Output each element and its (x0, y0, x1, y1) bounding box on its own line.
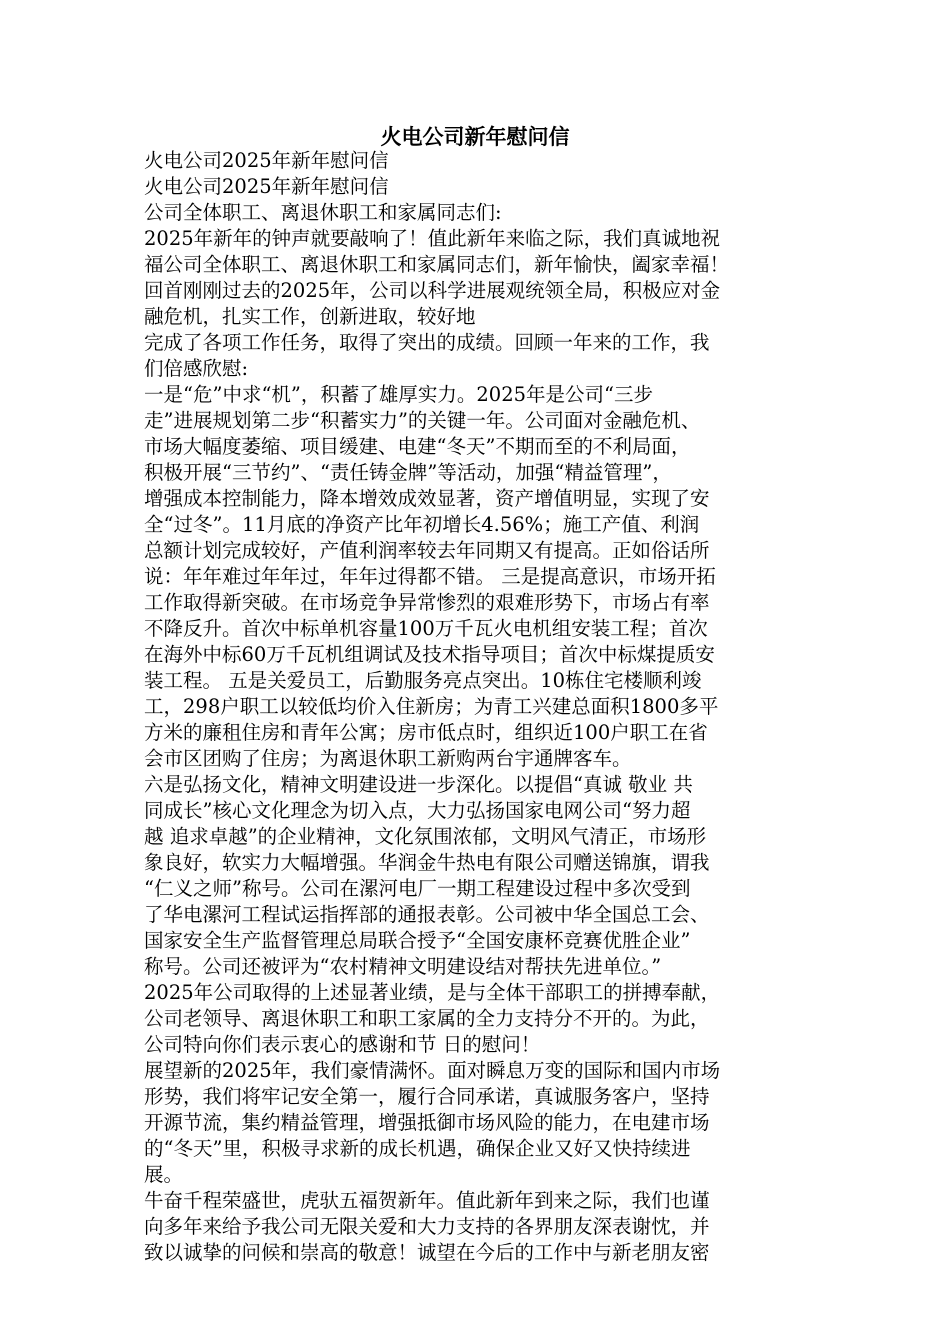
text-line: 向多年来给予我公司无限关爱和大力支持的各界朋友深表谢忱，并 (144, 1215, 710, 1238)
text-line: 牛奋千程荣盛世，虎驮五福贺新年。值此新年到来之际，我们也谨 (144, 1189, 710, 1212)
text-line: 六是弘扬文化，精神文明建设进一步深化。以提倡“真诚 敬业 共 (144, 773, 693, 796)
text-line: 的“冬天”里，积极寻求新的成长机遇，确保企业又好又快持续进 (144, 1137, 691, 1160)
text-line: 展望新的2025年，我们豪情满怀。面对瞬息万变的国际和国内市场 (144, 1059, 721, 1082)
text-line: 融危机，扎实工作，创新进取，较好地 (144, 305, 476, 328)
text-line: 工作取得新突破。在市场竞争异常惨烈的艰难形势下，市场占有率 (144, 591, 710, 614)
document-title: 火电公司新年慰问信 (380, 124, 570, 149)
text-line: 工，298户职工以较低均价入住新房；为青工兴建总面积1800多平 (144, 695, 719, 718)
text-line: 完成了各项工作任务，取得了突出的成绩。回顾一年来的工作，我 (144, 331, 710, 354)
text-line: 国家安全生产监督管理总局联合授予“全国安康杯竞赛优胜企业” (144, 929, 691, 952)
text-line: 2025年公司取得的上述显著业绩，是与全体干部职工的拼搏奉献， (144, 981, 721, 1004)
text-line: 火电公司2025年新年慰问信 (144, 175, 389, 198)
text-line: “仁义之师”称号。公司在漯河电厂一期工程建设过程中多次受到 (144, 877, 691, 900)
text-line: 形势，我们将牢记安全第一，履行合同承诺，真诚服务客户，坚持 (144, 1085, 710, 1108)
document-body (144, 148, 808, 1266)
text-line: 积极开展“三节约”、“责任铸金牌”等活动，加强“精益管理”， (144, 461, 672, 484)
text-line: 展。 (144, 1163, 184, 1186)
text-line: 全“过冬”。11月底的净资产比年初增长4.56%；施工产值、利润 (144, 513, 700, 536)
text-line: 火电公司2025年新年慰问信 (144, 149, 389, 172)
text-line: 公司特向你们表示衷心的感谢和节 日的慰问！ (144, 1033, 541, 1056)
text-line: 增强成本控制能力，降本增效成效显著，资产增值明显，实现了安 (144, 487, 710, 510)
text-line: 2025年新年的钟声就要敲响了！值此新年来临之际，我们真诚地祝 (144, 227, 721, 250)
text-line: 越 追求卓越”的企业精神，文化氛围浓郁，文明风气清正，市场形 (144, 825, 707, 848)
text-line: 回首刚刚过去的2025年，公司以科学进展观统领全局，积极应对金 (144, 279, 721, 302)
text-line: 开源节流，集约精益管理，增强抵御市场风险的能力，在电建市场 (144, 1111, 710, 1134)
text-line: 说：年年难过年年过，年年过得都不错。 三是提高意识，市场开拓 (144, 565, 716, 588)
text-line: 装工程。 五是关爱员工，后勤服务亮点突出。10栋住宅楼顺利竣 (144, 669, 702, 692)
text-line: 不降反升。首次中标单机容量100万千瓦火电机组安装工程；首次 (144, 617, 708, 640)
text-line: 象良好，软实力大幅增强。华润金牛热电有限公司赠送锦旗，谓我 (144, 851, 710, 874)
text-line: 方米的廉租住房和青年公寓；房市低点时，组织近100户职工在省 (144, 721, 708, 744)
text-line: 一是“危”中求“机”，积蓄了雄厚实力。2025年是公司“三步 (144, 383, 653, 406)
text-line: 市场大幅度萎缩、项目缓建、电建“冬天”不期而至的不利局面， (144, 435, 691, 458)
text-line: 们倍感欣慰: (144, 357, 249, 380)
text-line: 公司老领导、离退休职工和职工家属的全力支持分不开的。为此， (144, 1007, 710, 1030)
text-line: 会市区团购了住房；为离退休职工新购两台宇通牌客车。 (144, 747, 632, 770)
text-line: 称号。公司还被评为“农村精神文明建设结对帮扶先进单位。” (144, 955, 662, 978)
text-line: 公司全体职工、离退休职工和家属同志们: (144, 201, 502, 224)
text-line: 同成长”核心文化理念为切入点，大力弘扬国家电网公司“努力超 (144, 799, 691, 822)
text-line: 走”进展规划第二步“积蓄实力”的关键一年。公司面对金融危机、 (144, 409, 701, 432)
text-line: 福公司全体职工、离退休职工和家属同志们，新年愉快，阖家幸福！ (144, 253, 730, 276)
text-line: 总额计划完成较好，产值利润率较去年同期又有提高。正如俗话所 (144, 539, 710, 562)
text-line: 了华电漯河工程试运指挥部的通报表彰。公司被中华全国总工会、 (144, 903, 710, 926)
text-line: 在海外中标60万千瓦机组调试及技术指导项目；首次中标煤提质安 (144, 643, 715, 666)
text-line: 致以诚挚的问候和崇高的敬意！诚望在今后的工作中与新老朋友密 (144, 1241, 710, 1264)
